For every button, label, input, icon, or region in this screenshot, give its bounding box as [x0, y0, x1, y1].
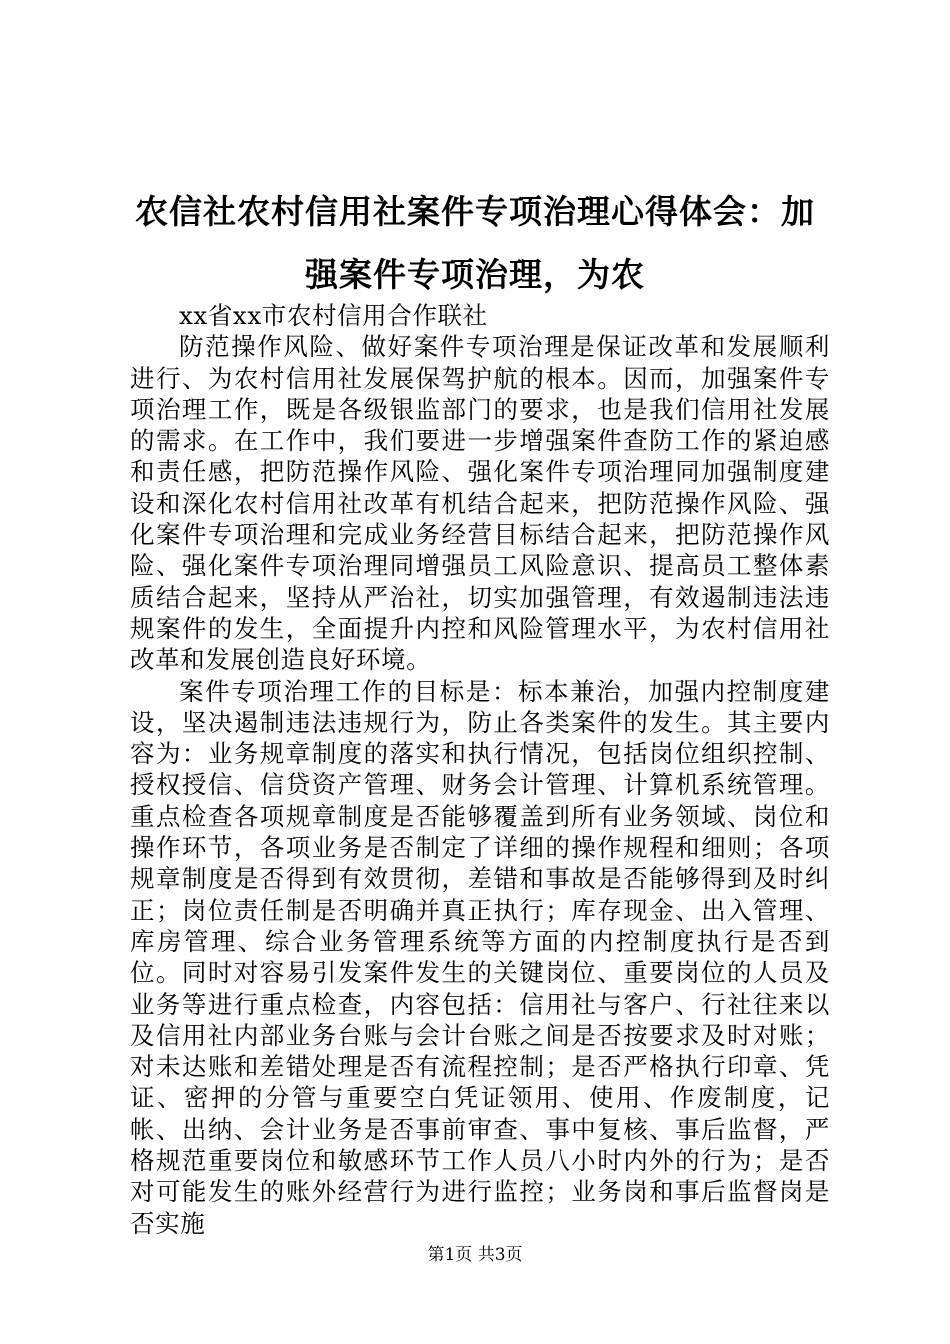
page-footer: 第1页 共3页 — [427, 1245, 523, 1265]
organization-line: xx省xx市农村信用合作联社 — [179, 301, 488, 330]
paragraph-2: 案件专项治理工作的目标是：标本兼治，加强内控制度建设，坚决遏制违法违规行为，防止各类案件的发生。其主要内容为：业务规章制度的落实和执行情况，包括岗位组织控制、授权授信、信贷资产管理、财务会计管理、计算机系统管理。重点检查各项规章制度是否能够覆盖到所有业务领域、岗位和操作环节，各项业务是否制定了详细的操作规程和细则；各项规章制度是否得到有效贯彻，差错和事故是否能够得到及时纠正；岗位责任制是否明确并真正执行；库存现金、出入管理、库房管理、综合业务管理系统等方面的内控制度执行是否到位。同时对容易引发案件发生的关键岗位、重要岗位的人员及业务等进行重点检查，内容包括：信用社与客户、行社往来以及信用社内部业务台账与会计台账之间是否按要求及时对账；对未达账和差错处理是否有流程控制；是否严格执行印章、凭证、密押的分管与重要空白凭证领用、使用、作废制度，记帐、出纳、会计业务是否事前审查、事中复核、事后监督，严格规范重要岗位和敏感环节工作人员八小时内外的行为；是否对可能发生的账外经营行为进行监控；业务岗和事后监督岗是否实施 — [130, 676, 830, 1238]
document-body — [130, 300, 830, 1239]
document-title: 农信社农村信用社案件专项治理心得体会：加强案件专项治理，为农 — [135, 192, 815, 294]
paragraph-1: 防范操作风险、做好案件专项治理是保证改革和发展顺利进行、为农村信用社发展保驾护航的根本。因而，加强案件专项治理工作，既是各级银监部门的要求，也是我们信用社发展的需求。在工作中，我们要进一步增强案件查防工作的紧迫感和责任感，把防范操作风险、强化案件专项治理同加强制度建设和深化农村信用社改革有机结合起来，把防范操作风险、强化案件专项治理和完成业务经营目标结合起来，把防范操作风险、强化案件专项治理同增强员工风险意识、提高员工整体素质结合起来，坚持从严治社，切实加强管理，有效遏制违法违规案件的发生，全面提升内控和风险管理水平，为农村信用社改革和发展创造良好环境。 — [130, 332, 830, 675]
